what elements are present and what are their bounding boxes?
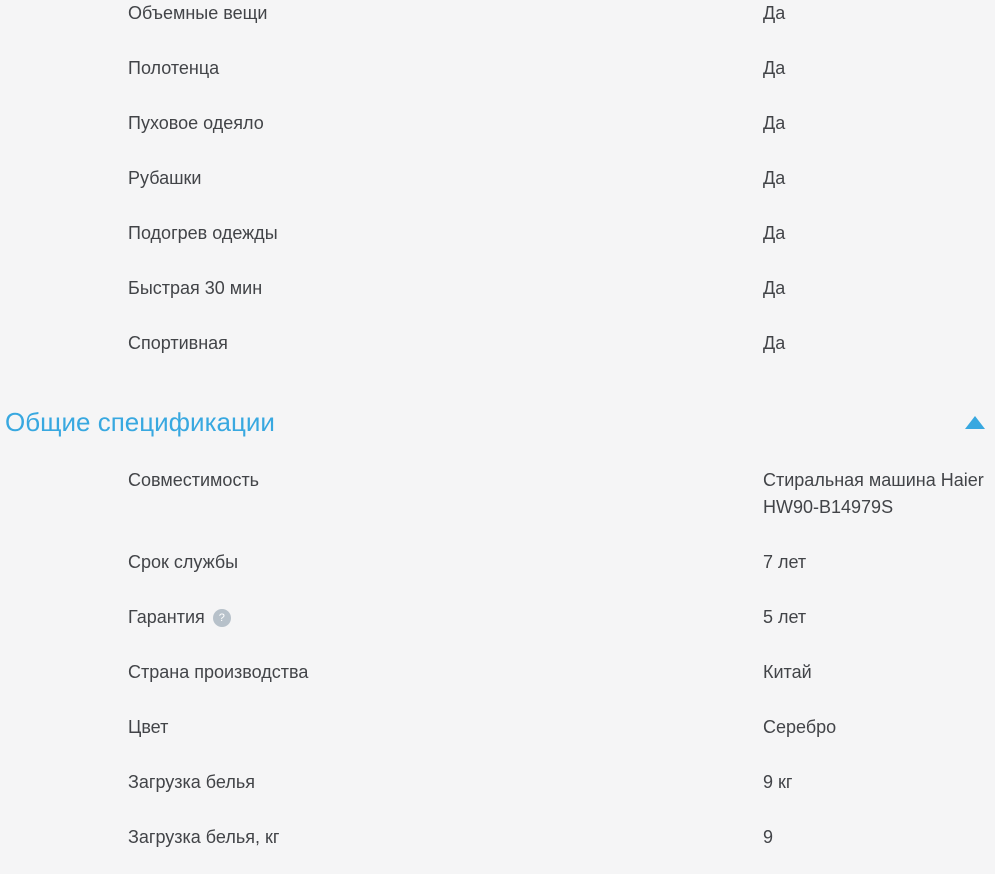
spec-value: 9 кг bbox=[763, 772, 793, 792]
spec-label-cell bbox=[128, 275, 763, 302]
spec-value: Да bbox=[763, 3, 786, 23]
spec-label: Цвет bbox=[128, 717, 169, 737]
spec-row bbox=[0, 590, 995, 645]
spec-label-cell bbox=[128, 165, 763, 192]
spec-value: 9 bbox=[763, 827, 774, 847]
spec-label: Быстрая 30 мин bbox=[128, 278, 263, 298]
spec-row bbox=[0, 700, 995, 755]
spec-label: Срок службы bbox=[128, 552, 239, 572]
spec-label: Подогрев одежды bbox=[128, 223, 278, 243]
spec-value: Серебро bbox=[763, 717, 837, 737]
spec-label: Совместимость bbox=[128, 470, 260, 490]
spec-value: Да bbox=[763, 168, 786, 188]
spec-label: Рубашки bbox=[128, 168, 202, 188]
spec-label: Загрузка белья bbox=[128, 772, 255, 792]
spec-value: 7 лет bbox=[763, 552, 807, 572]
spec-row bbox=[0, 453, 995, 535]
section-title: Общие спецификации bbox=[5, 407, 275, 437]
spec-row bbox=[0, 755, 995, 810]
program-spec-list bbox=[0, 0, 995, 371]
spec-row bbox=[0, 535, 995, 590]
spec-value: Да bbox=[763, 223, 786, 243]
spec-label: Страна производства bbox=[128, 662, 309, 682]
collapse-arrow-icon[interactable] bbox=[965, 416, 985, 429]
spec-label-cell bbox=[128, 769, 763, 796]
spec-label-cell bbox=[128, 659, 763, 686]
spec-value: Да bbox=[763, 333, 786, 353]
section-header-general-specs[interactable] bbox=[0, 404, 995, 440]
spec-label: Объемные вещи bbox=[128, 3, 268, 23]
help-icon[interactable]: ? bbox=[213, 609, 231, 627]
spec-label-cell bbox=[128, 220, 763, 247]
spec-row bbox=[0, 810, 995, 865]
spec-row bbox=[0, 645, 995, 700]
spec-value: 5 лет bbox=[763, 607, 807, 627]
spec-label-cell bbox=[128, 549, 763, 576]
spec-row bbox=[0, 41, 995, 96]
spec-label: Загрузка белья, кг bbox=[128, 827, 280, 847]
spec-label-cell bbox=[128, 714, 763, 741]
spec-row bbox=[0, 261, 995, 316]
general-spec-list bbox=[0, 453, 995, 865]
spec-row bbox=[0, 0, 995, 41]
spec-value: Китай bbox=[763, 662, 812, 682]
spec-value: Стиральная машина Haier HW90-B14979S bbox=[763, 470, 984, 517]
spec-row bbox=[0, 316, 995, 371]
spec-row bbox=[0, 96, 995, 151]
spec-label-cell bbox=[128, 467, 763, 494]
spec-label: Спортивная bbox=[128, 333, 228, 353]
spec-row bbox=[0, 206, 995, 261]
spec-label-cell bbox=[128, 824, 763, 851]
spec-value: Да bbox=[763, 278, 786, 298]
spec-label-cell bbox=[128, 55, 763, 82]
spec-label: Гарантия bbox=[128, 607, 205, 627]
spec-label-cell bbox=[128, 0, 763, 27]
spec-label: Пуховое одеяло bbox=[128, 113, 264, 133]
spec-label: Полотенца bbox=[128, 58, 220, 78]
spec-value: Да bbox=[763, 58, 786, 78]
spec-value: Да bbox=[763, 113, 786, 133]
spec-row bbox=[0, 151, 995, 206]
spec-label-cell bbox=[128, 604, 763, 631]
spec-label-cell bbox=[128, 330, 763, 357]
spec-label-cell bbox=[128, 110, 763, 137]
